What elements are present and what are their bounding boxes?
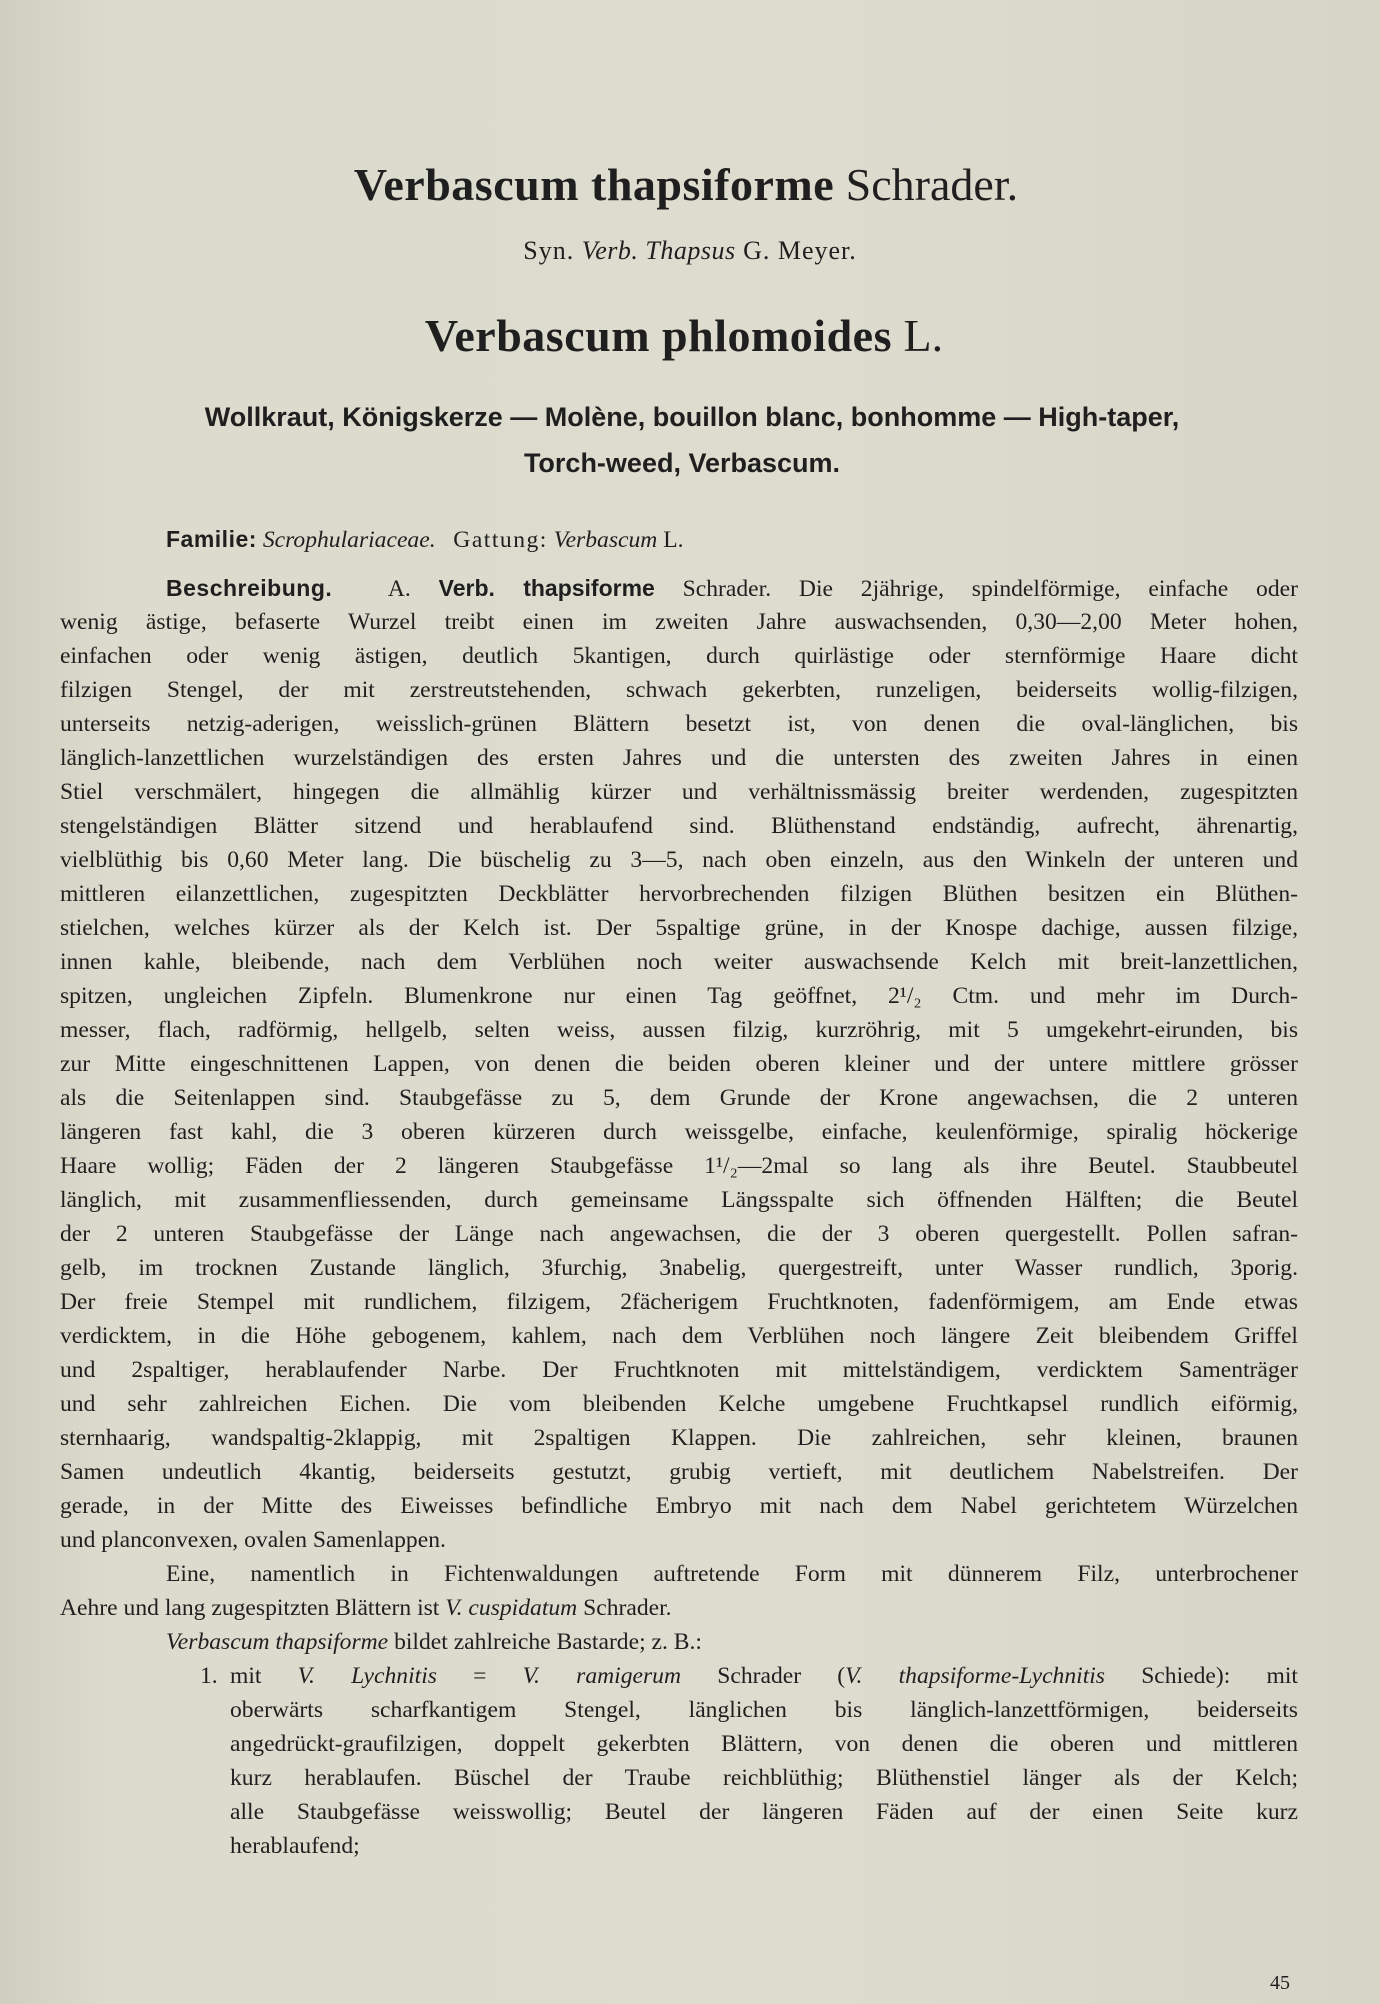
list-item-1-lines [198, 1693, 1298, 1863]
species-title-2 [0, 308, 1374, 364]
description-block [60, 571, 1298, 1863]
list-item-1-first-line [198, 1659, 1298, 1693]
para2-line-1: Eine, namentlich in Fichtenwaldungen auftretende Form mit dünnerem Filz, unterbrochener [166, 1561, 1298, 1587]
description-line: gerade, in der Mitte des Eiweisses befindliche Embryo mit nach dem Nabel gerichtetem Würzelchen [60, 1493, 1298, 1519]
page-number: 45 [1270, 1972, 1290, 1994]
list-item-1 [60, 1659, 1298, 1863]
description-first-line [60, 571, 1298, 605]
common-names-line-2: Torch-weed, Verbascum. [523, 448, 841, 478]
species-title-2-name: Verbascum phlomoides [424, 310, 892, 361]
description-line: länglich-lanzettlichen wurzelständigen des ersten Jahres und die untersten des zweiten Jahres in einen [60, 745, 1298, 771]
description-line: längeren fast kahl, die 3 oberen kürzeren durch weissgelbe, einfache, keulenförmige, spiralig höckerige [60, 1119, 1298, 1145]
synonym-line [0, 236, 1380, 266]
description-line: zur Mitte eingeschnittenen Lappen, von denen die beiden oberen kleiner und der untere mittlere grösser [60, 1051, 1298, 1077]
synonym-prefix: Syn. [523, 236, 575, 265]
description-line: mittleren eilanzettlichen, zugespitzten Deckblätter hervorbrechenden filzigen Blüthen besitzen ein Blüthen- [60, 881, 1298, 907]
para3-line [60, 1625, 1298, 1659]
list-item-1-line: oberwärts scharfkantigem Stengel, länglichen bis länglich-lanzettförmigen, beiderseits [230, 1697, 1298, 1723]
description-line: stielchen, welches kürzer als der Kelch ist. Der 5spaltige grüne, in der Knospe dachige, aussen filzige, [60, 915, 1298, 941]
description-line: vielblüthig bis 0,60 Meter lang. Die büschelig zu 3—5, nach oben einzeln, aus den Winkeln der unteren und [60, 847, 1298, 873]
list-item-1-line: alle Staubgefässe weisswollig; Beutel der längeren Fäden auf der einen Seite kurz [230, 1799, 1298, 1825]
description-line: als die Seitenlappen sind. Staubgefässe zu 5, dem Grunde der Krone angewachsen, die 2 unteren [60, 1085, 1298, 1111]
para3-ital: Verbascum thapsiforme [166, 1629, 389, 1655]
synonym-author: G. Meyer. [743, 236, 857, 265]
description-line: einfachen oder wenig ästigen, deutlich 5kantigen, durch quirlästige oder sternförmige Haare dicht [60, 643, 1298, 669]
description-line: Haare wollig; Fäden der 2 längeren Staubgefässe 1¹/₂—2mal so lang als ihre Beutel. Staubbeutel [60, 1153, 1298, 1179]
para2-line2-ital: V. cuspidatum [445, 1595, 578, 1621]
species-title-1 [0, 157, 1376, 213]
item1-auth: Schrader ( [717, 1663, 846, 1689]
description-a-prefix: A. [387, 576, 411, 602]
description-line: wenig ästige, befaserte Wurzel treibt einen im zweiten Jahre auswachsenden, 0,30—2,00 Meter hohen, [60, 609, 1298, 635]
item1-v1: V. Lychnitis [297, 1663, 437, 1689]
description-line: verdicktem, in die Höhe gebogenem, kahlem, nach dem Verblühen noch längere Zeit bleibendem Griffel [60, 1323, 1298, 1349]
family-line [166, 522, 684, 557]
genus-author: L. [663, 527, 684, 553]
list-item-1-number: 1. [200, 1663, 218, 1689]
description-line: Stiel verschmälert, hingegen die allmählig kürzer und verhältnissmässig breiter werdenden, zugespitzten [60, 779, 1298, 805]
list-item-1-line: angedrückt-graufilzigen, doppelt gekerbten Blättern, von denen die oberen und mittleren [230, 1731, 1298, 1757]
item1-v2: V. ramigerum [522, 1663, 682, 1689]
description-line: der 2 unteren Staubgefässe der Länge nach angewachsen, die der 3 oberen quergestellt. Pollen safran- [60, 1221, 1298, 1247]
item1-v3: V. thapsiforme-Lychnitis [845, 1663, 1105, 1689]
description-label: Beschreibung. [166, 575, 333, 601]
description-line: innen kahle, bleibende, nach dem Verblühen noch weiter auswachsende Kelch mit breit-lanzettlichen, [60, 949, 1298, 975]
description-line: gelb, im trocknen Zustande länglich, 3furchig, 3nabelig, quergestreift, unter Wasser rundlich, 3porig. [60, 1255, 1298, 1281]
common-names-line-1: Wollkraut, Königskerze — Molène, bouillon blanc, bonhomme — High-taper, [204, 402, 1180, 432]
description-line: spitzen, ungleichen Zipfeln. Blumenkrone nur einen Tag geöffnet, 2¹/₂ Ctm. und mehr im Durch- [60, 983, 1298, 1009]
genus-label: Gattung: [453, 527, 548, 553]
para3-rest: bildet zahlreiche Bastarde; z. B.: [394, 1629, 702, 1655]
genus-value: Verbascum [553, 527, 658, 553]
description-line: filzigen Stengel, der mit zerstreutstehenden, schwach gekerbten, runzeligen, beiderseits wollig-filzigen, [60, 677, 1298, 703]
description-line: länglich, mit zusammenfliessenden, durch gemeinsame Längsspalte sich öffnenden Hälften; die Beutel [60, 1187, 1298, 1213]
description-line: sternhaarig, wandspaltig-2klappig, mit 2spaltigen Klappen. Die zahlreichen, sehr kleinen, braunen [60, 1425, 1298, 1451]
description-line: stengelständigen Blätter sitzend und herablaufend sind. Blüthenstand endständig, aufrecht, ährenartig, [60, 813, 1298, 839]
species-title-2-author: L. [903, 310, 944, 361]
description-line: unterseits netzig-aderigen, weisslich-grünen Blättern besetzt ist, von denen die oval-länglichen, bis [60, 711, 1298, 737]
para2-line2-post: Schrader. [583, 1595, 672, 1621]
item1-pre: mit [230, 1663, 262, 1689]
description-line: messer, flach, radförmig, hellgelb, selten weiss, aussen filzig, kurzröhrig, mit 5 umgekehrt-eirunden, bis [60, 1017, 1298, 1043]
description-line: Samen undeutlich 4kantig, beiderseits gestutzt, grubig vertieft, mit deutlichem Nabelstreifen. Der [60, 1459, 1298, 1485]
family-label: Familie: [166, 526, 257, 552]
description-lines [60, 605, 1298, 1557]
description-line: und planconvexen, ovalen Samenlappen. [60, 1527, 446, 1553]
description-a-name: Verb. thapsiforme [438, 575, 655, 601]
description-line: und 2spaltiger, herablaufender Narbe. Der Fruchtknoten mit mittelständigem, verdicktem Samenträger [60, 1357, 1298, 1383]
list-item-1-line: kurz herablaufen. Büschel der Traube reichblüthig; Blüthenstiel länger als der Kelch; [230, 1765, 1298, 1791]
para2-line-2 [60, 1591, 1298, 1625]
item1-tail: Schiede): mit [1141, 1663, 1298, 1689]
species-title-1-author: Schrader. [845, 159, 1019, 210]
para2-line2-pre: Aehre und lang zugespitzten Blättern ist [60, 1595, 440, 1621]
description-line1-rest: Schrader. Die 2jährige, spindelförmige, einfache oder [682, 576, 1298, 602]
family-value: Scrophulariaceae. [262, 527, 436, 553]
list-item-1-line: herablaufend; [230, 1833, 360, 1859]
synonym-name: Verb. Thapsus [581, 236, 736, 265]
description-line: und sehr zahlreichen Eichen. Die vom bleibenden Kelche umgebene Fruchtkapsel rundlich eiförmig, [60, 1391, 1298, 1417]
description-line: Der freie Stempel mit rundlichem, filzigem, 2fächerigem Fruchtknoten, fadenförmigem, am Ende etwas [60, 1289, 1298, 1315]
species-title-1-name: Verbascum thapsiforme [353, 159, 835, 210]
item1-eq: = [473, 1663, 487, 1689]
